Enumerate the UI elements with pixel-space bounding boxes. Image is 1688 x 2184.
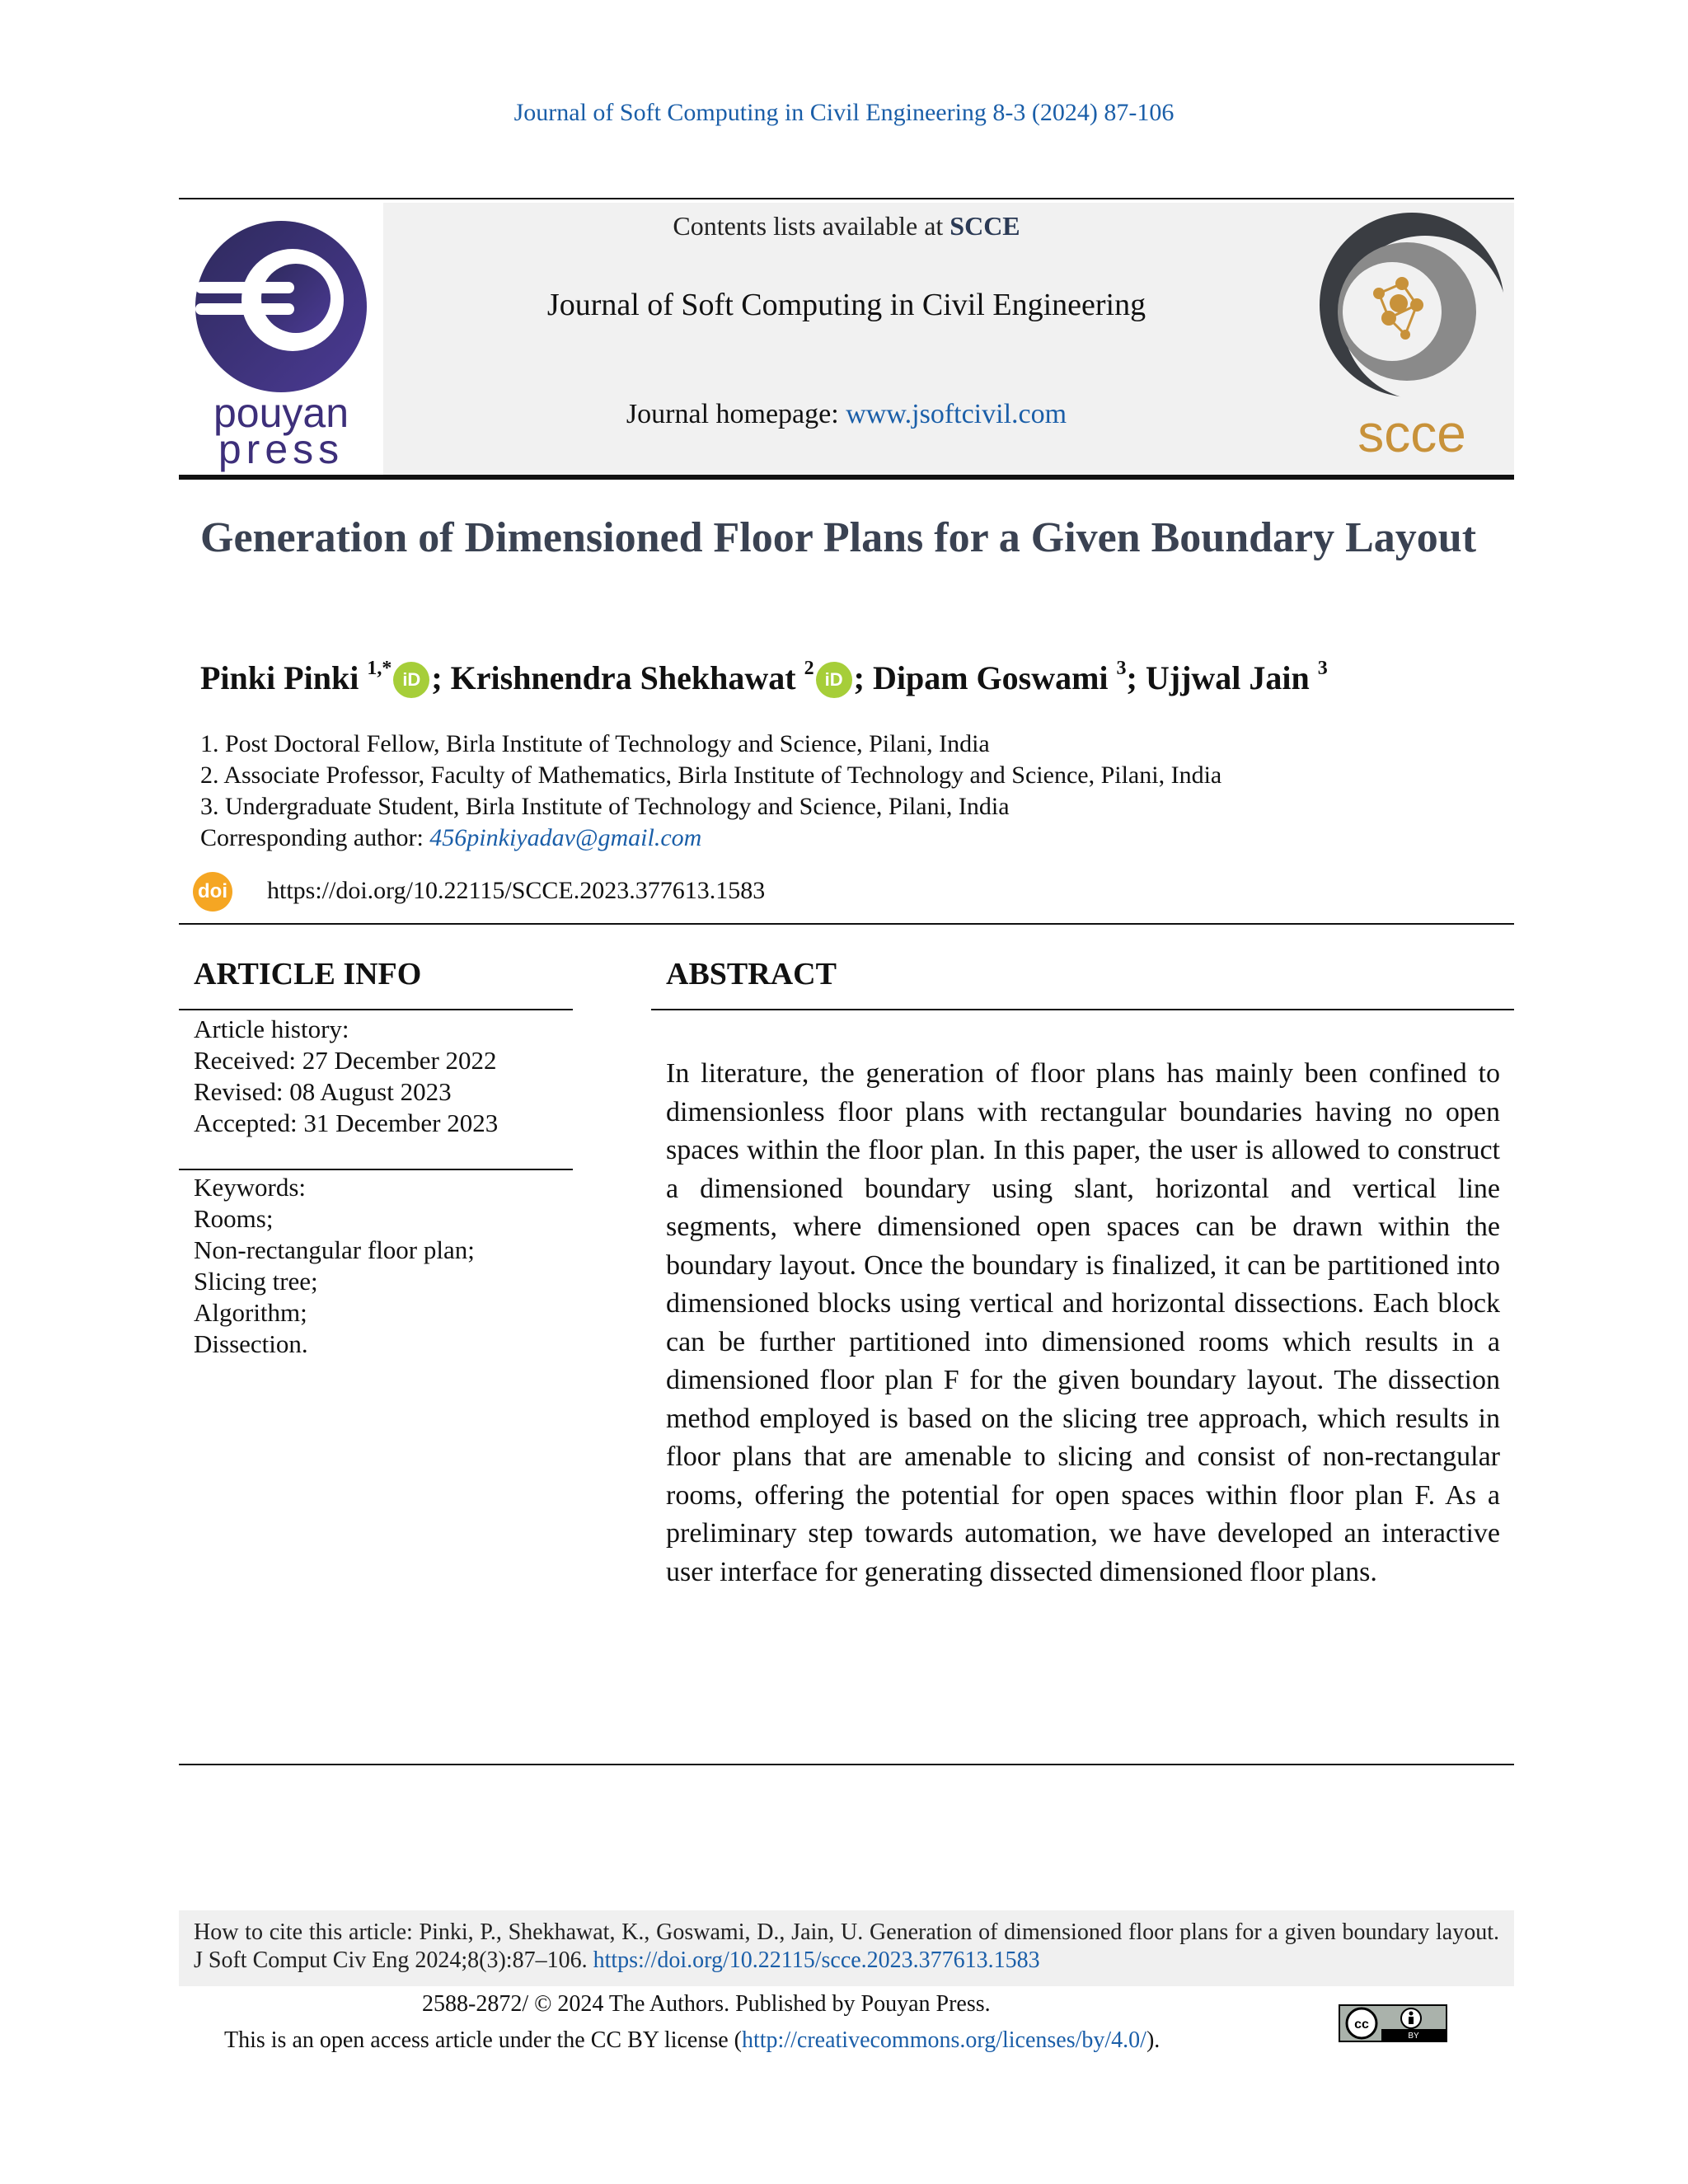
license-line: This is an open access article under the CC BY license (http://creativecommons.org/licenses/by/4.0/). bbox=[224, 2027, 1160, 2053]
svg-text:cc: cc bbox=[1354, 2018, 1369, 2032]
masthead bbox=[179, 203, 1514, 476]
keywords-rule bbox=[179, 1169, 573, 1170]
citation-box bbox=[179, 1910, 1514, 1986]
pouyan-press-logo bbox=[179, 203, 383, 476]
received-date: Received: 27 December 2022 bbox=[194, 1046, 497, 1075]
journal-name: Journal of Soft Computing in Civil Engineering bbox=[546, 288, 1146, 322]
keyword-item: Slicing tree; bbox=[194, 1267, 318, 1296]
contents-line: Contents lists available at SCCE bbox=[673, 211, 1020, 241]
keyword-item: Dissection. bbox=[194, 1329, 308, 1358]
orcid-icon[interactable]: iD bbox=[816, 662, 852, 698]
author-name-1: Pinki Pinki bbox=[200, 659, 359, 696]
scce-logo bbox=[1310, 203, 1514, 476]
abstract-rule bbox=[651, 1009, 1514, 1010]
citation-text: How to cite this article: Pinki, P., Shekhawat, K., Goswami, D., Jain, U. Generation of dimensioned floor plans for a given boundary layout. J Soft Comput Civ Eng 2024;8(3):87–106. bbox=[194, 1919, 1499, 1973]
author-name-3: Dipam Goswami bbox=[872, 659, 1109, 696]
doi-link[interactable]: https://doi.org/10.22115/SCCE.2023.377613.1583 bbox=[267, 877, 766, 904]
license-link[interactable]: http://creativecommons.org/licenses/by/4.0/ bbox=[742, 2027, 1146, 2053]
author-sup-3: 3 bbox=[1116, 658, 1127, 679]
revised-date: Revised: 08 August 2023 bbox=[194, 1077, 452, 1106]
cc-badge-label: BY bbox=[1408, 2032, 1419, 2041]
author-name-2: Krishnendra Shekhawat bbox=[450, 659, 796, 696]
author-name-4: Ujjwal Jain bbox=[1145, 659, 1310, 696]
keyword-item: Rooms; bbox=[194, 1204, 274, 1233]
masthead-top-rule bbox=[179, 198, 1514, 199]
affiliation-3: 3. Undergraduate Student, Birla Institute of Technology and Science, Pilani, India bbox=[200, 793, 1010, 820]
header-divider bbox=[179, 923, 1514, 925]
affiliation-2: 2. Associate Professor, Faculty of Mathematics, Birla Institute of Technology and Science, Pilani, India bbox=[200, 762, 1222, 789]
abstract-bottom-rule bbox=[179, 1764, 1514, 1765]
author-sup-4: 3 bbox=[1317, 658, 1328, 679]
masthead-center bbox=[383, 203, 1310, 476]
history-label: Article history: bbox=[194, 1015, 349, 1043]
affiliation-1: 1. Post Doctoral Fellow, Birla Institute of Technology and Science, Pilani, India bbox=[200, 730, 990, 757]
running-header: Journal of Soft Computing in Civil Engineering 8-3 (2024) 87-106 bbox=[513, 99, 1175, 126]
homepage-line: Journal homepage: www.jsoftcivil.com bbox=[626, 399, 1067, 429]
article-title: Generation of Dimensioned Floor Plans for a Given Boundary Layout bbox=[200, 514, 1477, 561]
orcid-icon[interactable]: iD bbox=[393, 662, 429, 698]
article-info-rule bbox=[179, 1009, 573, 1010]
keywords-label: Keywords: bbox=[194, 1173, 307, 1202]
keyword-item: Non-rectangular floor plan; bbox=[194, 1235, 475, 1264]
abstract-text: In literature, the generation of floor plans has mainly been confined to dimensionless floor plans with rectangular boundaries having no open spaces within the floor plan. In this paper, the user is allowed to construct a dimensioned boundary using slant, horizontal and vertical line segments, where dimensioned open spaces can be drawn within the boundary layout. Once the boundary is finalized, it can be partitioned into dimensioned blocks using vertical and horizontal dissections. Each block can be further partitioned into dimensioned rooms which results in a dimensioned floor plan F for the given boundary layout. The dissection method employed is based on the slicing tree approach, which results in floor plans that are amenable to slicing and consist of non-rectangular rooms, offering the potential for open spaces within floor plan F. As a preliminary step towards automation, we have developed an interactive user interface for generating dissected dimensioned floor plans. bbox=[666, 1058, 1500, 1587]
contents-brand: SCCE bbox=[950, 211, 1020, 241]
citation-doi-link[interactable]: https://doi.org/10.22115/scce.2023.377613.1583 bbox=[593, 1947, 1040, 1973]
author-line: Pinki Pinki $^{1,*}$iD ; Krishnendra Shekhawat $^2$iD ; Dipam Goswami $^3$; Ujjwal Jain $^3$ bbox=[200, 658, 1328, 696]
accepted-date: Accepted: 31 December 2023 bbox=[194, 1108, 499, 1137]
homepage-link[interactable]: www.jsoftcivil.com bbox=[846, 399, 1067, 429]
doi-icon: doi bbox=[193, 872, 232, 912]
article-info-heading: ARTICLE INFO bbox=[194, 957, 422, 991]
keyword-item: Algorithm; bbox=[194, 1298, 307, 1327]
pouyan-logo-text-2: press bbox=[218, 426, 345, 472]
copyright-line: 2588-2872/ © 2024 The Authors. Published by Pouyan Press. bbox=[422, 1991, 991, 2017]
cc-by-badge[interactable] bbox=[1339, 2004, 1447, 2042]
author-sup-2: 2 bbox=[804, 658, 814, 679]
author-sup-1: 1,* bbox=[367, 658, 392, 679]
scce-logo-text: scce bbox=[1357, 404, 1466, 463]
corresponding-author: Corresponding author: 456pinkiyadav@gmail.com bbox=[200, 824, 702, 851]
masthead-bottom-rule bbox=[179, 475, 1514, 480]
pouyan-logo-text-1: pouyan bbox=[213, 390, 349, 436]
abstract-heading: ABSTRACT bbox=[666, 957, 837, 991]
corresponding-email-link[interactable]: 456pinkiyadav@gmail.com bbox=[429, 824, 702, 851]
